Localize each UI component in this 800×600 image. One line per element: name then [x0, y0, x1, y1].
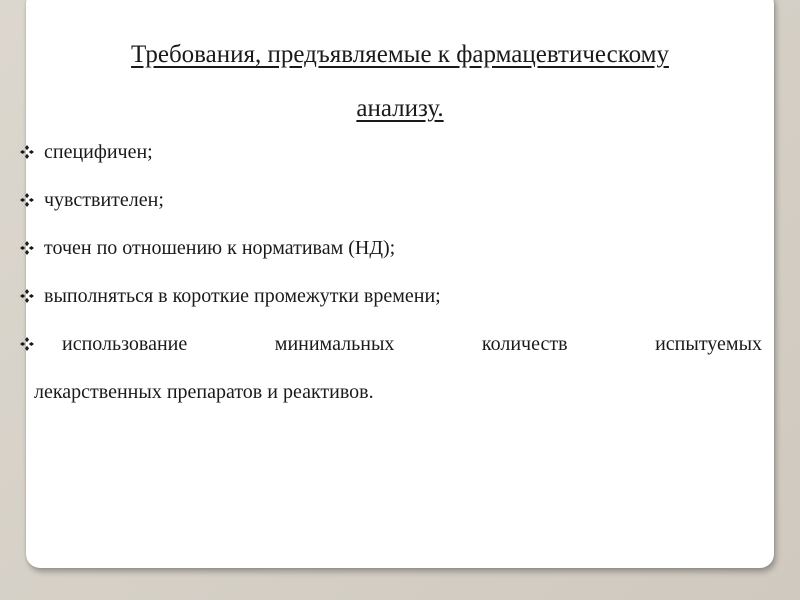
diamond-bullet-icon	[20, 321, 34, 367]
list-item	[20, 129, 762, 177]
diamond-bullet-icon	[20, 177, 34, 223]
title-line-2: анализу.	[356, 95, 444, 122]
list-item	[20, 273, 762, 321]
list-item	[20, 225, 762, 273]
list-item-text-continuation: лекарственных препаратов и реактивов.	[34, 381, 374, 403]
list-item-text: выполняться в короткие промежутки времени;	[44, 285, 441, 307]
diamond-bullet-icon	[20, 273, 34, 319]
slide-title	[26, 28, 774, 136]
list-item-text: чувствителен;	[44, 189, 164, 211]
list-item-text: специфичен;	[44, 141, 153, 163]
diamond-bullet-icon	[20, 225, 34, 271]
title-line-1: Требования, предъявляемые к фармацевтическому	[131, 41, 669, 68]
list-item-text: точен по отношению к нормативам (НД);	[44, 237, 396, 259]
requirements-list	[20, 129, 762, 415]
diamond-bullet-icon	[20, 129, 34, 175]
list-item	[20, 321, 762, 415]
list-item-text: использование минимальных количеств испытуемых	[62, 333, 762, 355]
list-item	[20, 177, 762, 225]
